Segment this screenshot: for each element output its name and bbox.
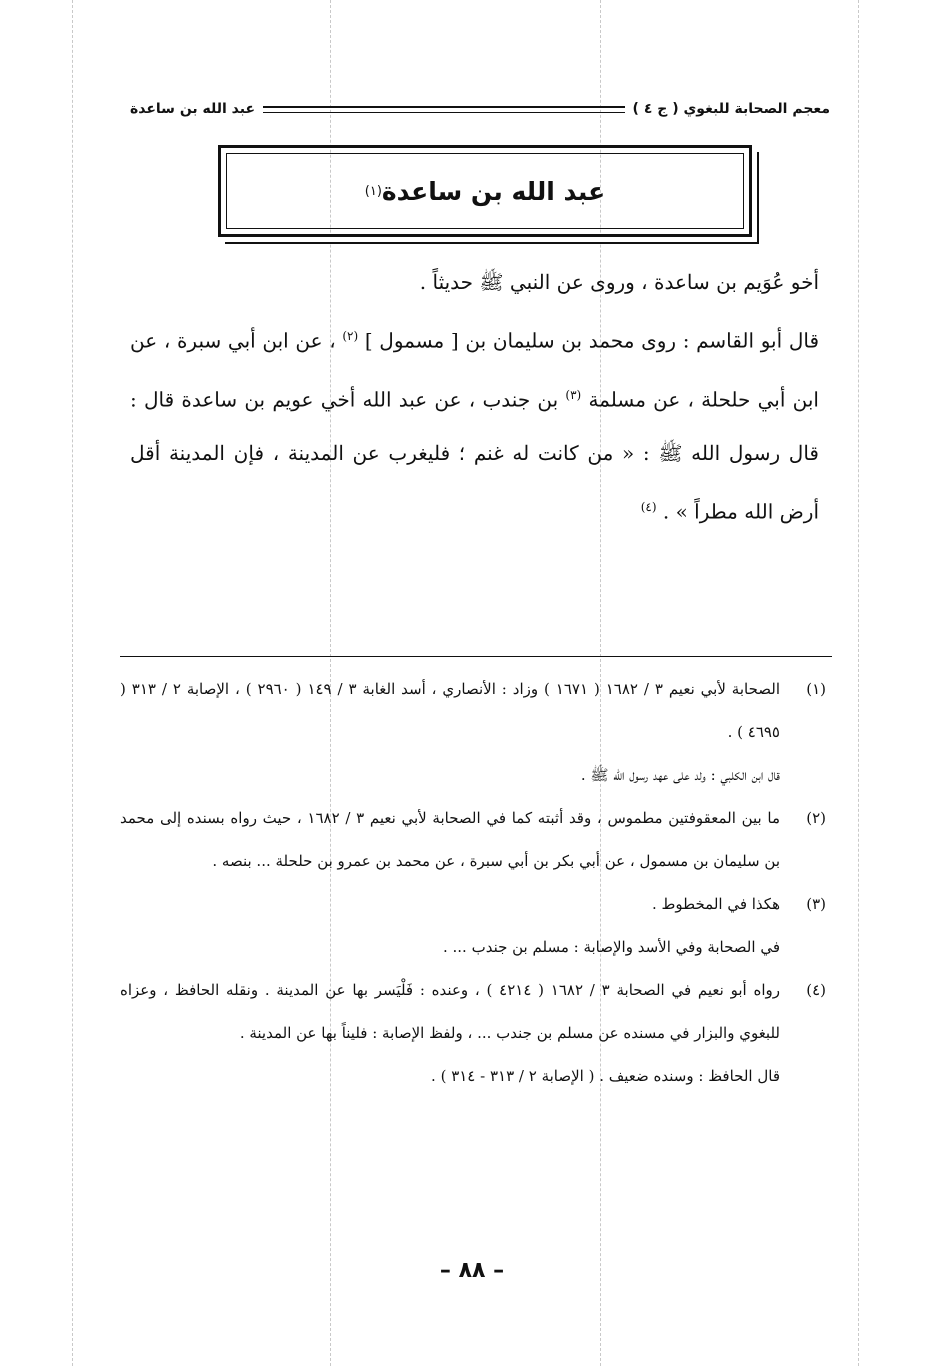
- footnotes: [120, 668, 826, 1098]
- paragraph-2-part-a: قال أبو القاسم : روى محمد بن سليمان بن [ مسمول ]: [364, 328, 820, 353]
- page-number: – ٨٨ –: [439, 1258, 505, 1283]
- paragraph-1: أخو عُوَيم بن ساعدة ، وروى عن النبي ﷺ حديثاً .: [419, 270, 819, 294]
- footnote-number: (٤): [806, 981, 826, 999]
- footnote-text: ما بين المعقوفتين مطموس ، وقد أثبته كما في الصحابة لأبي نعيم ٣ / ١٦٨٢ ، حيث رواه بسنده إلى محمد بن سليمان بن مسمول ، عن أبي بكر بن أبي سبرة ، عن محمد بن عمرو بن حلحلة ... بنصه .: [120, 809, 780, 870]
- footnote-4: [120, 969, 826, 1055]
- header-entry-name: عبد الله بن ساعدة: [130, 101, 256, 117]
- footnote-number: (١): [806, 680, 826, 698]
- note-ref-4: (٤): [640, 500, 657, 515]
- scan-guide-line: [72, 0, 73, 1366]
- note-ref-2: (٢): [342, 329, 359, 343]
- paragraph-2: [130, 309, 819, 539]
- entry-body: [130, 255, 819, 539]
- paragraph-2-part-c: بن جندب ، عن عبد الله أخي عويم بن ساعدة قال : قال رسول الله ﷺ : « من كانت له غنم ؛ فليغرب عن المدينة ، فإن المدينة أقل أرض الله مطراً » .: [130, 387, 819, 524]
- footnote-3: [120, 883, 826, 926]
- entry-title-note: (١): [364, 183, 382, 199]
- note-ref-3: (٣): [565, 387, 582, 402]
- header-rule: [263, 106, 624, 113]
- footnote-number: (٢): [806, 809, 826, 827]
- footnote-text: الصحابة لأبي نعيم ٣ / ١٦٨٢ ( ١٦٧١ ) وزاد : الأنصاري ، أسد الغابة ٣ / ١٤٩ ( ٢٩٦٠ ) ، الإصابة ٢ / ٣١٣ ( ٤٦٩٥ ) .: [120, 680, 781, 741]
- entry-title: عبد الله بن ساعدة: [381, 176, 606, 206]
- footnote-text: رواه أبو نعيم في الصحابة ٣ / ١٦٨٢ ( ٤٢١٤ ) ، وعنده : فَلْيَسر بها عن المدينة . ونقله الحافظ ، وعزاه للبغوي والبزار في مسنده عن مسلم بن جندب ... ، ولفظ الإصابة : فليناً بها عن المدينة .: [120, 981, 780, 1042]
- footnote-1: [120, 668, 826, 754]
- scan-guide-line: [858, 0, 859, 1366]
- footnote-text: هكذا في المخطوط .: [652, 895, 780, 913]
- running-header: [130, 96, 830, 122]
- footnote-number: (٣): [806, 895, 826, 913]
- header-book-title: معجم الصحابة للبغوي ( ج ٤ ): [632, 101, 830, 117]
- footnote-2: [120, 797, 826, 883]
- footnote-3-continuation: في الصحابة وفي الأسد والإصابة : مسلم بن جندب ... .: [442, 938, 780, 956]
- footnote-1-continuation: قال ابن الكلبي : ولد على عهد رسول الله ﷺ .: [580, 766, 780, 784]
- footnote-4-continuation: قال الحافظ : وسنده ضعيف . ( الإصابة ٢ / ٣١٣ - ٣١٤ ) .: [431, 1067, 780, 1085]
- paragraph-2-part-b: ، عن ابن أبي سبرة ، عن ابن أبي حلحلة ، عن مسلمة: [130, 328, 819, 412]
- footnote-separator: [120, 656, 832, 657]
- entry-title-box: [218, 145, 752, 237]
